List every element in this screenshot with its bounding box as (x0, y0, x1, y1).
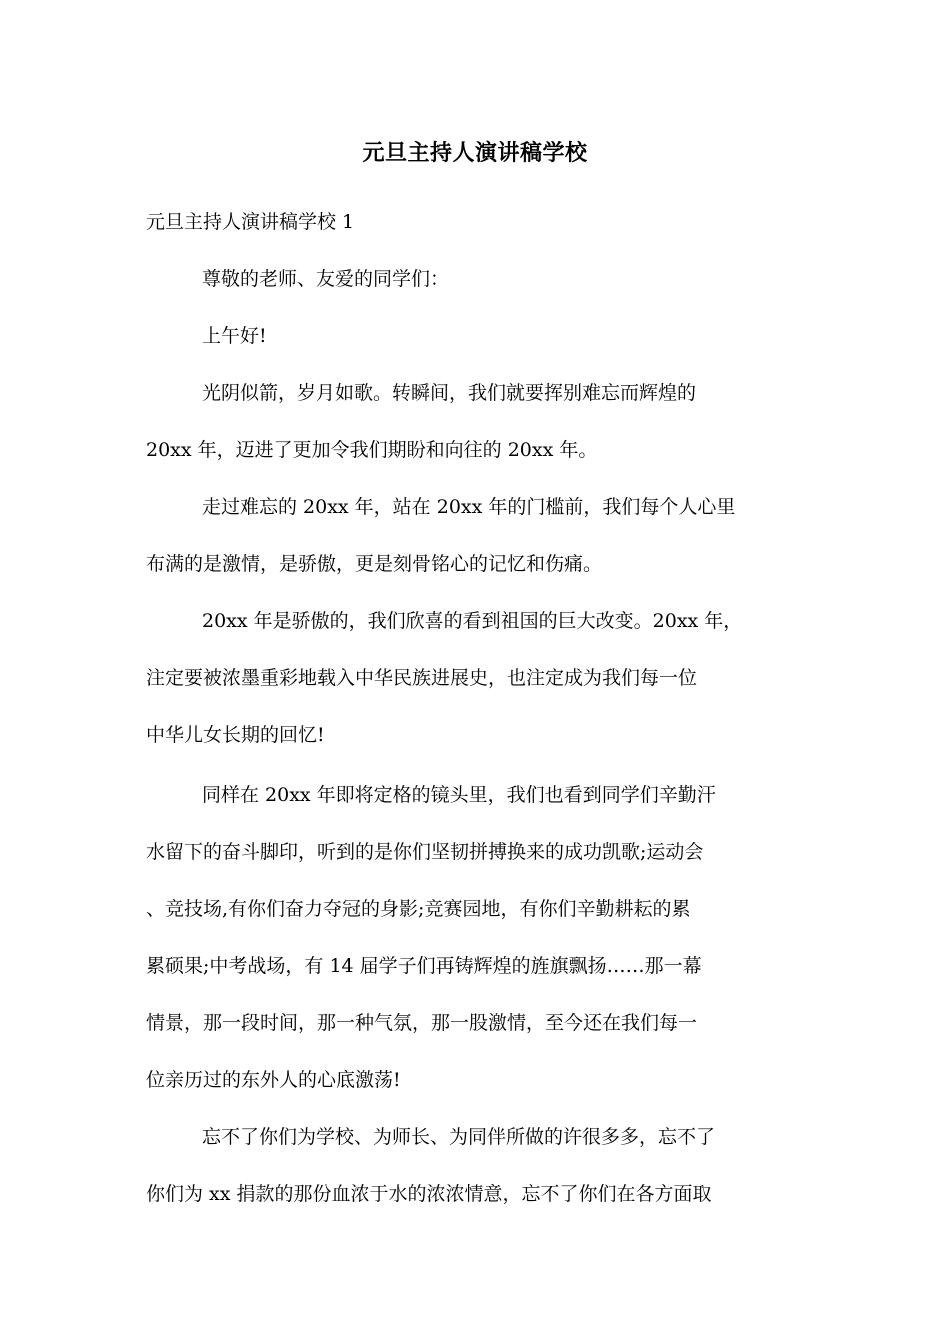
text-line: 忘不了你们为学校、为师长、为同伴所做的许很多多，忘不了 (202, 1126, 716, 1148)
text-line: 光阴似箭，岁月如歌。转瞬间，我们就要挥别难忘而辉煌的 (202, 382, 697, 404)
text-line: 同样在 20xx 年即将定格的镜头里，我们也看到同学们辛勤汗 (202, 784, 716, 806)
text-line: 20xx 年，迈进了更加令我们期盼和向往的 20xx 年。 (146, 439, 598, 461)
text-line: 累硕果;中考战场，有 14 届学子们再铸辉煌的旌旗飘扬……那一幕 (146, 955, 702, 977)
text-line: 尊敬的老师、友爱的同学们： (202, 268, 450, 290)
text-line: 布满的是激情，是骄傲，更是刻骨铭心的记忆和伤痛。 (146, 553, 603, 575)
text-line: 上午好! (202, 325, 267, 347)
text-line: 位亲历过的东外人的心底激荡! (146, 1069, 401, 1091)
text-line: 、竞技场,有你们奋力夺冠的身影;竞赛园地，有你们辛勤耕耘的累 (146, 898, 691, 920)
section-heading: 元旦主持人演讲稿学校 1 (146, 211, 355, 233)
document-title: 元旦主持人演讲稿学校 (362, 140, 588, 166)
text-line: 注定要被浓墨重彩地载入中华民族进展史，也注定成为我们每一位 (146, 667, 698, 689)
text-line: 走过难忘的 20xx 年，站在 20xx 年的门槛前，我们每个人心里 (202, 496, 736, 518)
text-line: 20xx 年是骄傲的，我们欣喜的看到祖国的巨大改变。20xx 年， (202, 610, 743, 632)
text-line: 水留下的奋斗脚印，听到的是你们坚韧拼搏换来的成功凯歌;运动会 (146, 841, 704, 863)
text-line: 你们为 xx 捐款的那份血浓于水的浓浓情意，忘不了你们在各方面取 (146, 1183, 712, 1205)
text-line: 情景，那一段时间，那一种气氛，那一股激情，至今还在我们每一 (146, 1012, 698, 1034)
text-line: 中华儿女长期的回忆! (146, 724, 325, 746)
